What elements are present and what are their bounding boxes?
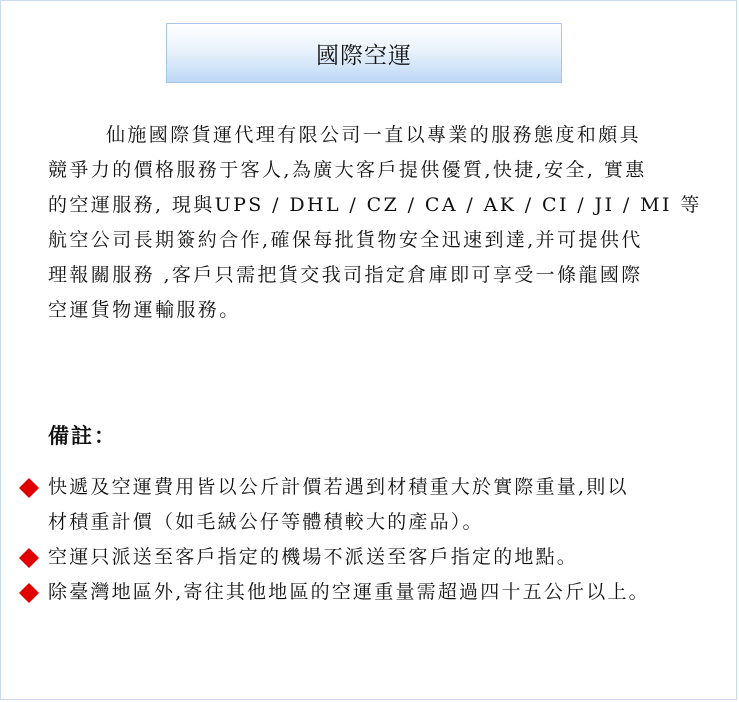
remarks-heading: 備註： — [48, 424, 117, 448]
intro-line: 航空公司長期簽約合作,確保每批貨物安全迅速到達,并可提供代 — [48, 229, 643, 251]
intro-line: 競爭力的價格服務于客人,為廣大客戶提供優質,快捷,安全, 實惠 — [48, 159, 647, 181]
intro-line: 理報關服務 ,客戶只需把貨交我司指定倉庫即可享受一條龍國際 — [48, 264, 643, 286]
intro-line: 的空運服務, 現與UPS / DHL / CZ / CA / AK / CI / JI / MI 等 — [48, 194, 702, 216]
intro-paragraph — [48, 118, 712, 328]
remark-line: 材積重計價（如毛絨公仔等體積較大的產品）。 — [48, 511, 484, 533]
remark-line: 快遞及空運費用皆以公斤計價若遇到材積重大於實際重量,則以 — [48, 476, 629, 498]
page-title: 國際空運 — [316, 42, 412, 69]
red-diamond-icon — [18, 540, 48, 575]
remark-item — [18, 575, 730, 610]
remark-line: 除臺灣地區外,寄往其他地區的空運重量需超過四十五公斤以上。 — [48, 581, 650, 603]
remarks-list — [18, 470, 730, 610]
title-banner — [166, 23, 562, 83]
remark-item — [18, 540, 730, 575]
red-diamond-icon — [18, 575, 48, 610]
remark-item — [18, 470, 730, 540]
intro-line: 仙施國際貨運代理有限公司一直以專業的服務態度和頗具 — [106, 124, 642, 146]
red-diamond-icon — [18, 470, 48, 505]
intro-line: 空運貨物運輸服務。 — [48, 299, 241, 321]
remark-line: 空運只派送至客戶指定的機場不派送至客戶指定的地點。 — [48, 546, 579, 568]
